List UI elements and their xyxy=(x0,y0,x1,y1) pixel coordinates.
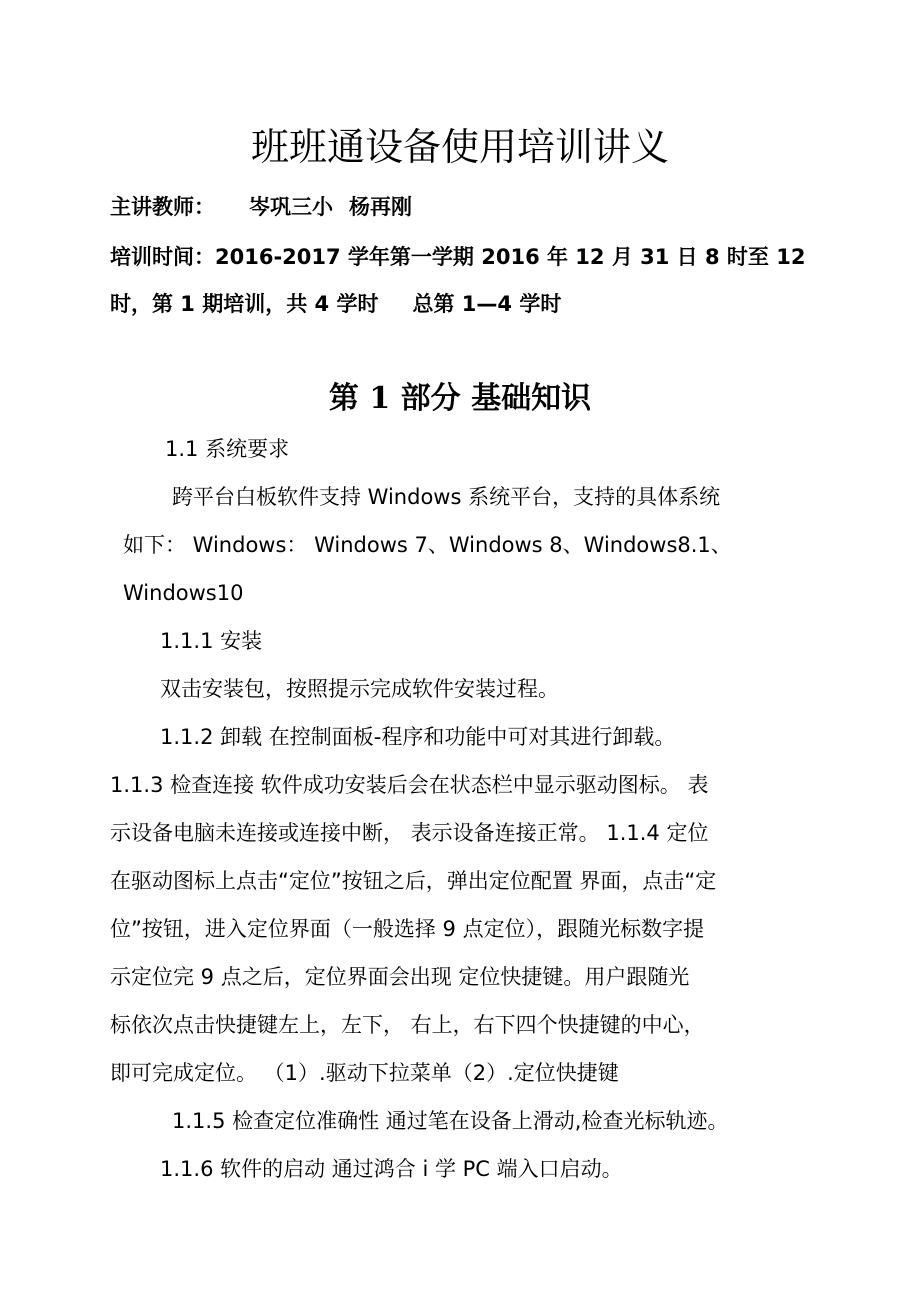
paragraph-line: 示定位完 9 点之后，定位界面会出现 定位快捷键。用户跟随光 xyxy=(110,965,690,989)
paragraph-line: 如下： Windows： Windows 7、Windows 8、Windows8.1、 xyxy=(123,533,732,557)
section-title: 第 1 部分 基础知识 xyxy=(328,381,592,416)
paragraph-line: Windows10 xyxy=(123,581,244,605)
instructor-line xyxy=(110,192,820,222)
document-title: 班班通设备使用培训讲义 xyxy=(250,125,669,169)
paragraph-line: 双击安装包，按照提示完成软件安装过程。 xyxy=(160,677,559,701)
training-time-line-1: 培训时间：2016-2017 学年第一学期 2016 年 12 月 31 日 8 时至 12 xyxy=(110,245,806,269)
instructor-school: 岑巩三小 xyxy=(249,195,333,219)
heading-1-1-1: 1.1.1 安装 xyxy=(160,629,263,653)
heading-1-1: 1.1 系统要求 xyxy=(165,437,290,461)
paragraph-line: 1.1.3 检查连接 软件成功安装后会在状态栏中显示驱动图标。 表 xyxy=(110,773,709,797)
paragraph-line: 示设备电脑未连接或连接中断， 表示设备连接正常。 1.1.4 定位 xyxy=(110,821,709,845)
heading-1-1-6: 1.1.6 软件的启动 通过鸿合 i 学 PC 端入口启动。 xyxy=(160,1157,623,1181)
training-time-session: 时，第 1 期培训，共 4 学时 xyxy=(110,292,379,316)
paragraph-line: 跨平台白板软件支持 Windows 系统平台，支持的具体系统 xyxy=(172,485,721,509)
paragraph-line: 位”按钮，进入定位界面（一般选择 9 点定位），跟随光标数字提 xyxy=(110,917,705,941)
training-time-line-2 xyxy=(110,289,820,319)
heading-1-1-5: 1.1.5 检查定位准确性 通过笔在设备上滑动,检查光标轨迹。 xyxy=(172,1109,729,1133)
paragraph-line: 标依次点击快捷键左上，左下， 右上，右下四个快捷键的中心， xyxy=(110,1013,705,1037)
training-time-total: 总第 1—4 学时 xyxy=(412,292,562,316)
paragraph-line: 即可完成定位。 （1）.驱动下拉菜单（2）.定位快捷键 xyxy=(110,1061,619,1085)
instructor-name: 杨再刚 xyxy=(349,195,412,219)
instructor-label: 主讲教师： xyxy=(110,195,215,219)
heading-1-1-2: 1.1.2 卸载 在控制面板-程序和功能中可对其进行卸载。 xyxy=(160,725,676,749)
paragraph-line: 在驱动图标上点击“定位”按钮之后，弹出定位配置 界面，点击“定 xyxy=(110,869,717,893)
